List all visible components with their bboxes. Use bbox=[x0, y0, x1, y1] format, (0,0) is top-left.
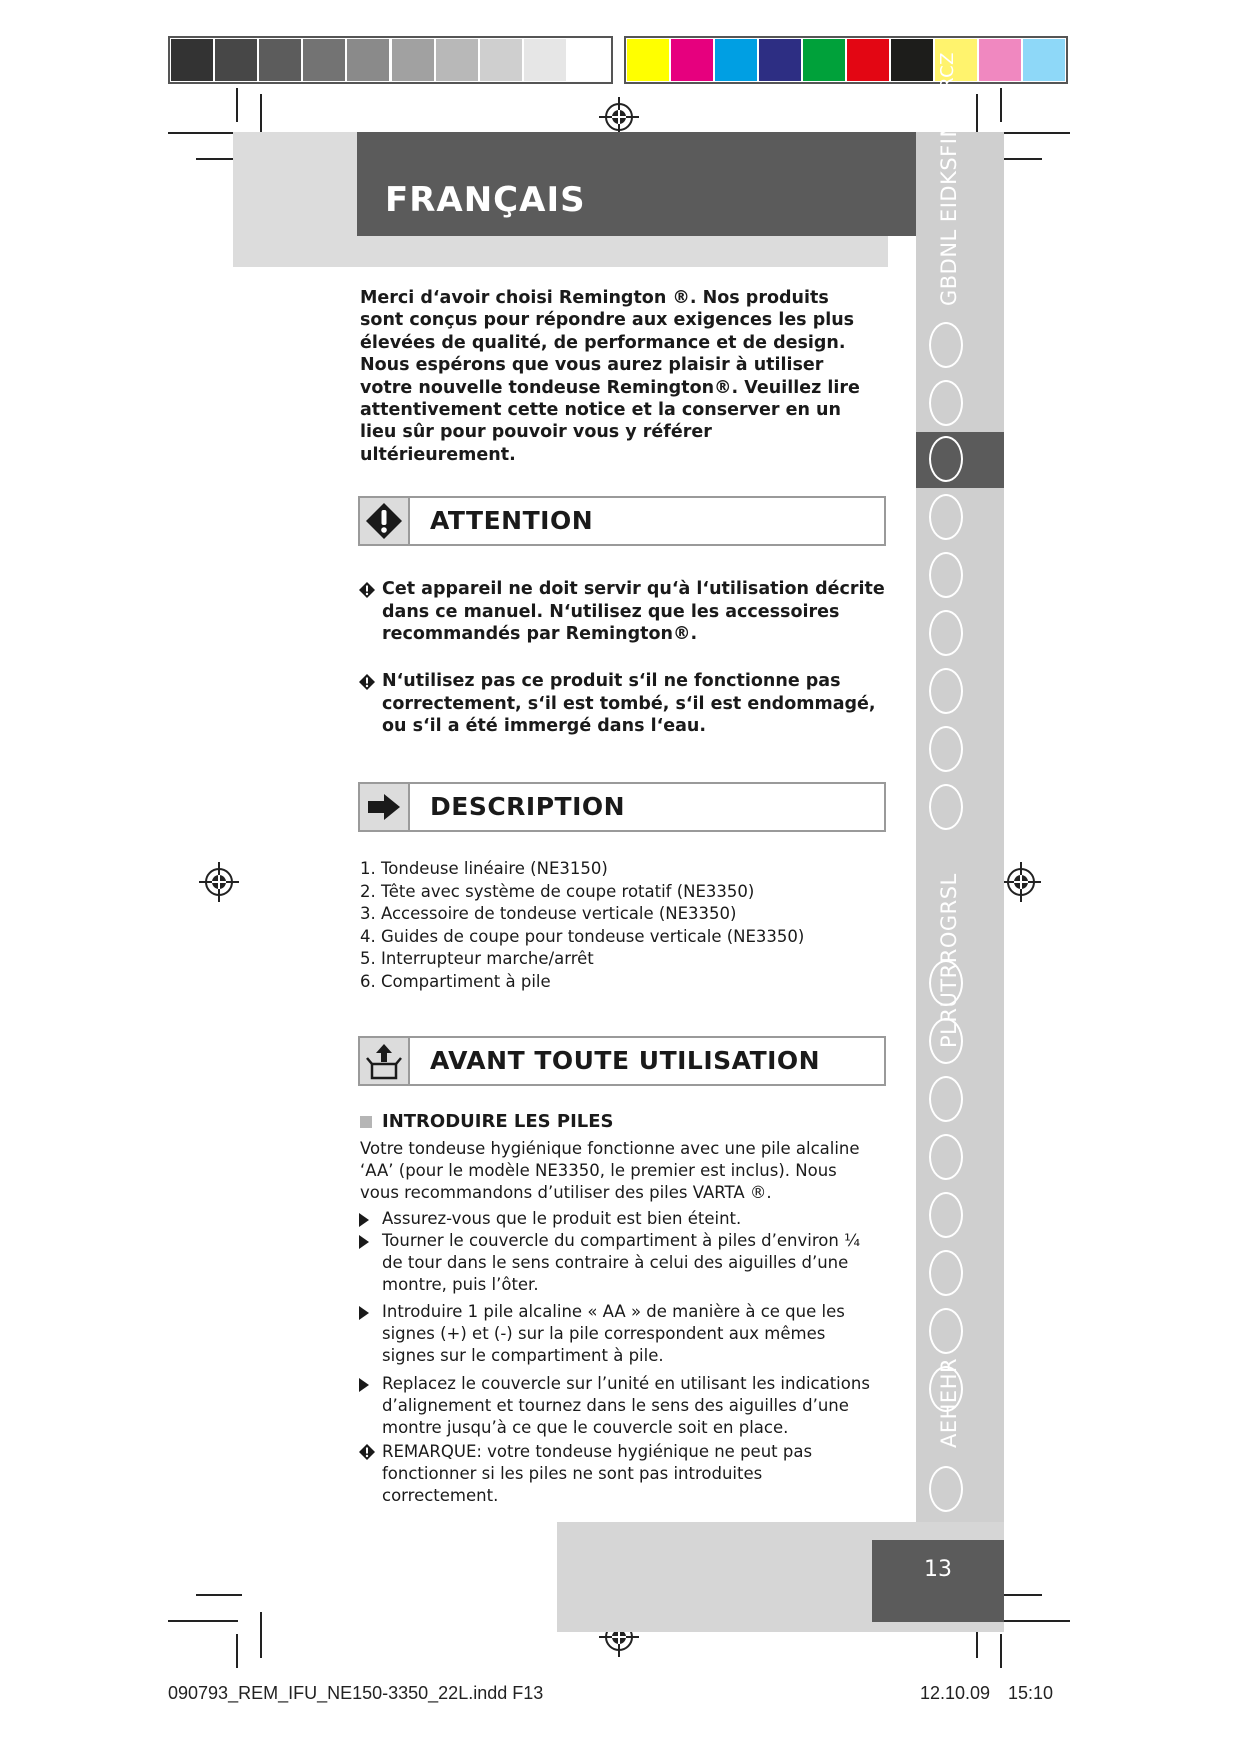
crop-mark bbox=[196, 1594, 242, 1596]
registration-target-icon bbox=[599, 97, 639, 137]
attention-item bbox=[358, 578, 888, 646]
attention-item-text: Cet appareil ne doit servir qu‘à l‘utilisation décrite dans ce manuel. N‘utilisez que les accessoires recommandés par Remington®. bbox=[382, 579, 885, 644]
sidebar-languages-bottom: AEHEHR bbox=[937, 1357, 961, 1448]
color-swatch bbox=[479, 38, 523, 82]
step-item bbox=[358, 1301, 878, 1367]
language-tab-oval bbox=[929, 1076, 963, 1122]
crop-mark bbox=[260, 1612, 262, 1658]
box-unpack-icon bbox=[360, 1038, 410, 1084]
color-swatch bbox=[170, 38, 214, 82]
language-tab-oval bbox=[929, 494, 963, 540]
language-tab-oval bbox=[929, 668, 963, 714]
color-swatch bbox=[670, 38, 714, 82]
sidebar-languages-mid: PLRUTRROGRSL bbox=[937, 873, 961, 1048]
color-swatch bbox=[391, 38, 435, 82]
list-item: 2. Tête avec système de coupe rotatif (NE3350) bbox=[360, 881, 755, 901]
warning-bullet-icon bbox=[358, 1443, 376, 1461]
color-swatch bbox=[714, 38, 758, 82]
footer-date: 12.10.09 bbox=[920, 1683, 991, 1703]
attention-item-text: N‘utilisez pas ce produit s‘il ne fonctionne pas correctement, s‘il est tombé, s‘il est endommagé, ou s‘il a été immergé dans l‘eau. bbox=[382, 671, 876, 736]
before-use-header bbox=[358, 1036, 886, 1086]
triangle-bullet-icon bbox=[358, 1378, 370, 1392]
color-swatch bbox=[214, 38, 258, 82]
list-item: 4. Guides de coupe pour tondeuse verticale (NE3350) bbox=[360, 926, 805, 946]
crop-mark bbox=[1000, 1634, 1002, 1668]
note-text: REMARQUE: votre tondeuse hygiénique ne peut pas fonctionner si les piles ne sont pas introduites correctement. bbox=[382, 1442, 813, 1505]
subheading-text: INTRODUIRE LES PILES bbox=[382, 1111, 614, 1132]
attention-header bbox=[358, 496, 886, 546]
color-swatch bbox=[626, 38, 670, 82]
square-bullet-icon bbox=[360, 1116, 372, 1128]
language-tab-oval bbox=[929, 552, 963, 598]
color-swatch bbox=[1022, 38, 1066, 82]
footer-time: 15:10 bbox=[1008, 1683, 1054, 1703]
color-swatch bbox=[523, 38, 567, 82]
arrow-right-icon bbox=[360, 784, 410, 830]
attention-title: ATTENTION bbox=[430, 506, 594, 535]
warning-icon bbox=[360, 498, 410, 544]
list-item: 1. Tondeuse linéaire (NE3150) bbox=[360, 859, 608, 878]
note-item bbox=[358, 1441, 878, 1507]
crop-mark bbox=[236, 88, 238, 122]
crop-mark bbox=[236, 1634, 238, 1668]
language-tab-oval bbox=[929, 322, 963, 368]
before-use-title: AVANT TOUTE UTILISATION bbox=[430, 1046, 821, 1075]
color-swatch bbox=[846, 38, 890, 82]
color-swatch bbox=[346, 38, 390, 82]
page-title: FRANÇAIS bbox=[385, 180, 586, 220]
step-item bbox=[358, 1373, 878, 1439]
sidebar-languages-top-tail: RCZ bbox=[937, 51, 958, 90]
list-item: 5. Interrupteur marche/arrêt bbox=[360, 949, 594, 968]
step-item bbox=[358, 1208, 878, 1230]
footer-file: 090793_REM_IFU_NE150-3350_22L.indd F13 bbox=[168, 1683, 544, 1703]
language-tab-oval bbox=[929, 436, 963, 482]
batteries-paragraph: Votre tondeuse hygiénique fonctionne avec une pile alcaline ‘AA’ (pour le modèle NE3350, le premier est inclus). Nous vous recommandons d’utiliser des piles VARTA ®. bbox=[360, 1139, 860, 1202]
registration-target-icon bbox=[1001, 862, 1041, 902]
crop-mark bbox=[168, 132, 238, 134]
step-text: Assurez-vous que le produit est bien éteint. bbox=[382, 1209, 742, 1228]
description-header bbox=[358, 782, 886, 832]
language-tab-oval bbox=[929, 1308, 963, 1354]
registration-target-icon bbox=[199, 862, 239, 902]
triangle-bullet-icon bbox=[358, 1213, 370, 1227]
color-swatch bbox=[258, 38, 302, 82]
description-title: DESCRIPTION bbox=[430, 792, 626, 821]
language-tab-oval bbox=[929, 380, 963, 426]
description-list bbox=[360, 858, 804, 993]
step-text: Tourner le couvercle du compartiment à piles d’environ ¼ de tour dans le sens contraire à celui des aiguilles d’une montre, puis l’ôter. bbox=[382, 1231, 861, 1294]
sidebar-languages-top: GBDNL EIDKSFIN bbox=[937, 121, 961, 306]
color-swatch bbox=[802, 38, 846, 82]
triangle-bullet-icon bbox=[358, 1235, 370, 1249]
language-tab-oval bbox=[929, 784, 963, 830]
language-tab-oval bbox=[929, 726, 963, 772]
step-text: Introduire 1 pile alcaline « AA » de manière à ce que les signes (+) et (-) sur la pile correspondent aux mêmes signes sur le compartiment à pile. bbox=[382, 1302, 845, 1365]
color-swatch bbox=[567, 38, 611, 82]
color-swatch bbox=[302, 38, 346, 82]
warning-bullet-icon bbox=[358, 673, 376, 691]
page-number: 13 bbox=[924, 1557, 952, 1582]
language-tab-oval bbox=[929, 1466, 963, 1512]
language-tab-oval bbox=[929, 1134, 963, 1180]
step-text: Replacez le couvercle sur l’unité en utilisant les indications d’alignement et tournez dans le sens des aiguilles d’une montre jusqu’à ce que le couvercle soit en place. bbox=[382, 1374, 870, 1437]
list-item: 3. Accessoire de tondeuse verticale (NE3350) bbox=[360, 904, 737, 923]
intro-paragraph: Merci d‘avoir choisi Remington ®. Nos produits sont conçus pour répondre aux exigences les plus élevées de qualité, de performance et de design. Nous espérons que vous aurez plaisir à utiliser votre nouvelle tondeuse Remington®. Veuillez lire attentivement cette notice et la conserver en un lieu sûr pour pouvoir vous y référer ultérieurement. bbox=[360, 288, 860, 465]
crop-mark bbox=[1000, 132, 1070, 134]
color-swatch bbox=[435, 38, 479, 82]
crop-mark bbox=[168, 1620, 238, 1622]
crop-mark bbox=[1000, 88, 1002, 122]
subheading-batteries bbox=[360, 1111, 614, 1132]
language-tab-oval bbox=[929, 1192, 963, 1238]
color-swatch bbox=[890, 38, 934, 82]
crop-mark bbox=[1000, 1620, 1070, 1622]
language-tab-oval bbox=[929, 1250, 963, 1296]
warning-bullet-icon bbox=[358, 581, 376, 599]
attention-item bbox=[358, 670, 888, 738]
step-item bbox=[358, 1230, 878, 1296]
color-swatch bbox=[978, 38, 1022, 82]
list-item: 6. Compartiment à pile bbox=[360, 971, 551, 991]
language-tab-oval bbox=[929, 610, 963, 656]
triangle-bullet-icon bbox=[358, 1306, 370, 1320]
color-swatch bbox=[758, 38, 802, 82]
